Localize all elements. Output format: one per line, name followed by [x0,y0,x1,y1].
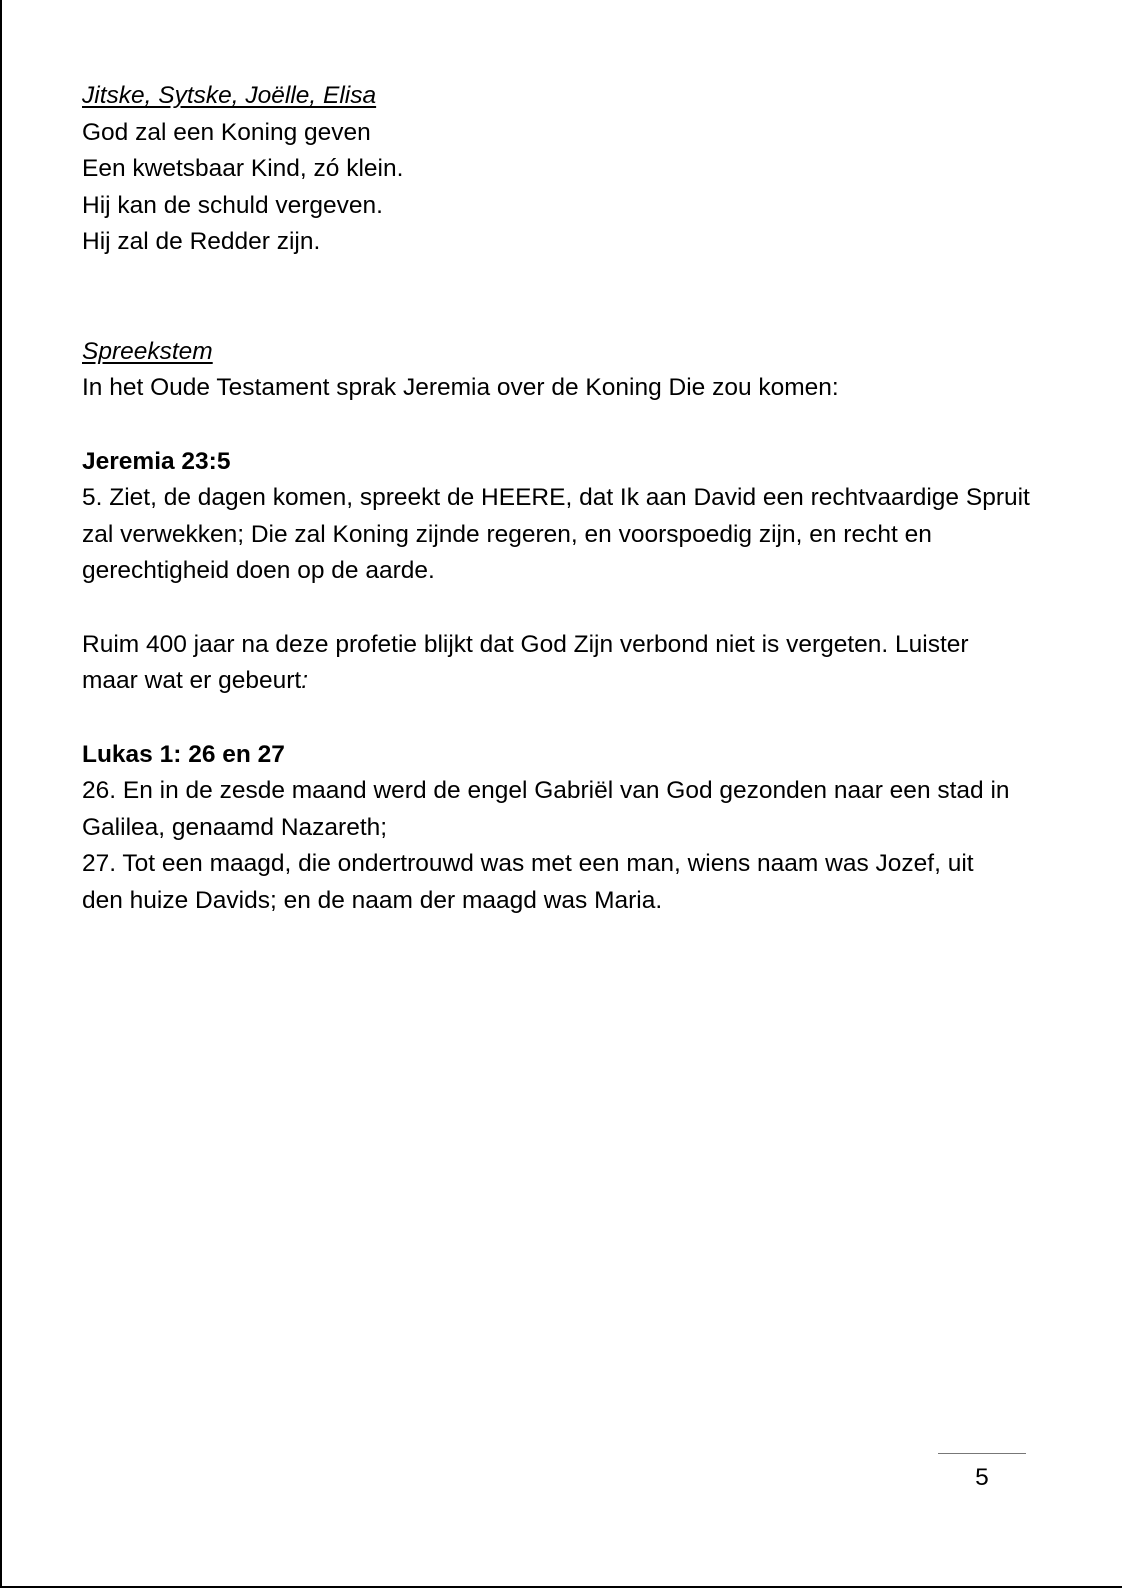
speaker-label-children: Jitske, Sytske, Joëlle, Elisa [82,82,377,109]
song-line: Hij zal de Redder zijn. [82,228,321,255]
spacer [82,590,1062,627]
song-line: Hij kan de schuld vergeven. [82,191,383,219]
page-content [82,78,1062,919]
song-line: God zal een Koning geven [82,118,371,146]
scripture-reference-jeremia: Jeremia 23:5 [82,447,231,475]
spacer [82,261,1062,334]
bridge-text-main: maar wat er gebeurt [82,667,302,694]
scripture-verse-line: 26. En in de zesde maand werd de engel Gabriël van God gezonden naar een stad in [82,777,1010,804]
scripture-verse-line: zal verwekken; Die zal Koning zijnde regeren, en voorspoedig zijn, en recht en [82,520,932,548]
footer-divider [938,1453,1026,1454]
scripture-verse-line: 27. Tot een maagd, die ondertrouwd was met een man, wiens naam was Jozef, uit [82,850,974,877]
intro-text: In het Oude Testament sprak Jeremia over de Koning Die zou komen: [82,374,839,401]
scripture-verse-line: Galilea, genaamd Nazareth; [82,813,388,841]
scripture-verse-line: den huize Davids; en de naam der maagd was Maria. [82,886,663,914]
scripture-verse-line: gerechtigheid doen op de aarde. [82,557,435,584]
spacer [82,407,1062,444]
speaker-label-narrator: Spreekstem [82,337,213,365]
bridge-text-line [82,663,1062,700]
spacer [82,700,1062,737]
scripture-reference-lukas: Lukas 1: 26 en 27 [82,740,285,768]
bridge-text-line: Ruim 400 jaar na deze profetie blijkt dat God Zijn verbond niet is vergeten. Luister [82,630,969,658]
bridge-text-colon: : [301,667,309,694]
song-line: Een kwetsbaar Kind, zó klein. [82,155,404,182]
scripture-verse-line: 5. Ziet, de dagen komen, spreekt de HEERE, dat Ik aan David een rechtvaardige Spruit [82,484,1030,511]
page-number: 5 [975,1464,989,1491]
